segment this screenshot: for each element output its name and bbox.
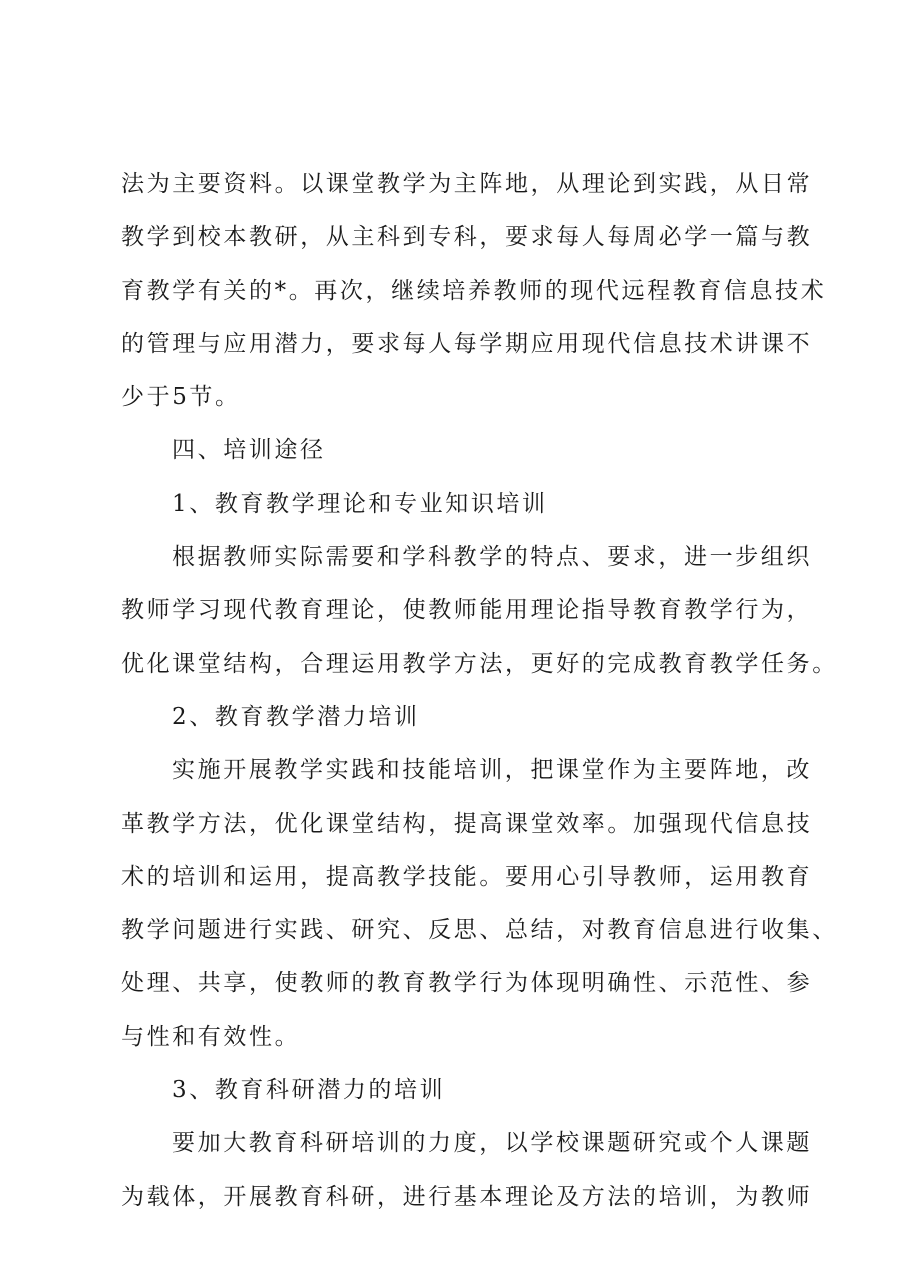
subsection-heading: 3、教育科研潜力的培训 <box>172 1077 446 1104</box>
paragraph-line: 教学到校本教研，从主科到专科，要求每人每周必学一篇与教 <box>121 224 813 251</box>
paragraph-line: 要加大教育科研培训的力度，以学校课题研究或个人课题 <box>172 1130 812 1157</box>
paragraph-line: 与性和有效性。 <box>121 1023 301 1050</box>
paragraph-line: 教师学习现代教育理论，使教师能用理论指导教育教学行为， <box>121 597 813 624</box>
paragraph-line: 优化课堂结构，合理运用教学方法，更好的完成教育教学任务。 <box>121 650 838 677</box>
section-heading: 四、培训途径 <box>172 437 326 464</box>
subsection-heading: 2、教育教学潜力培训 <box>172 703 420 730</box>
paragraph-line: 术的培训和运用，提高教学技能。要用心引导教师，运用教育 <box>121 863 813 890</box>
paragraph-line: 的管理与应用潜力，要求每人每学期应用现代信息技术讲课不 <box>121 330 813 357</box>
paragraph-line: 教学问题进行实践、研究、反思、总结，对教育信息进行收集、 <box>121 917 838 944</box>
paragraph-line: 法为主要资料。以课堂教学为主阵地，从理论到实践，从日常 <box>121 171 813 197</box>
paragraph-line: 为载体，开展教育科研，进行基本理论及方法的培训，为教师 <box>121 1183 813 1210</box>
paragraph-line: 根据教师实际需要和学科教学的特点、要求，进一步组织 <box>172 544 812 571</box>
paragraph-line: 育教学有关的*。再次，继续培养教师的现代远程教育信息技术 <box>121 277 827 304</box>
paragraph-line: 少于5节。 <box>121 384 241 411</box>
document-body <box>121 158 838 1224</box>
subsection-heading: 1、教育教学理论和专业知识培训 <box>172 490 548 517</box>
paragraph-line: 处理、共享，使教师的教育教学行为体现明确性、示范性、参 <box>121 970 813 997</box>
paragraph-line: 实施开展教学实践和技能培训，把课堂作为主要阵地，改 <box>172 757 812 784</box>
paragraph-line: 革教学方法，优化课堂结构，提高课堂效率。加强现代信息技 <box>121 810 813 837</box>
